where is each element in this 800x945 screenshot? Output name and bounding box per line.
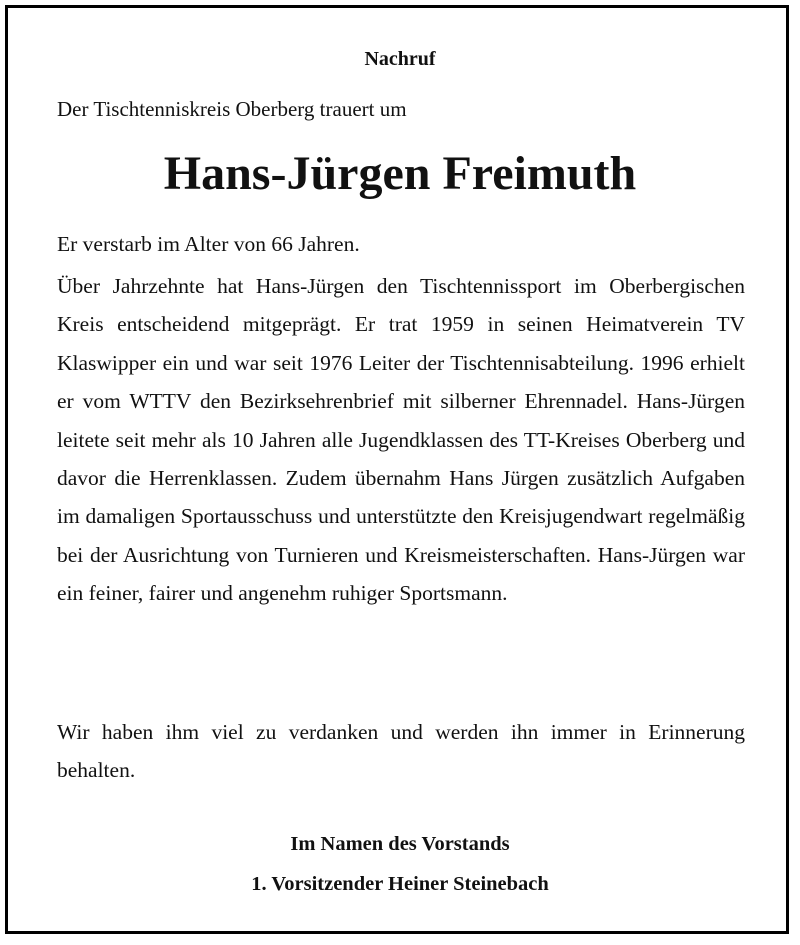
main-paragraph: Über Jahrzehnte hat Hans-Jürgen den Tischtennissport im Oberbergischen Kreis entscheidend mitgeprägt. Er trat 1959 in seinen Heimatverein TV Klaswipper ein und war seit 1976 Leiter der Tischtennisabteilung. 1996 erhielt er vom WTTV den Bezirksehrenbrief mit silberner Ehrennadel. Hans-Jürgen leitete seit mehr als 10 Jahren alle Jugendklassen des TT-Kreises Oberberg und davor die Herrenklassen. Zudem übernahm Hans Jürgen zusätzlich Aufgaben im damaligen Sportausschuss und unterstützte den Kreisjugendwart regelmäßig bei der Ausrichtung von Turnieren und Kreismeisterschaften. Hans-Jürgen war ein feiner, fairer und angenehm ruhiger Sportsmann. bbox=[57, 274, 745, 606]
closing-paragraph: Wir haben ihm viel zu verdanken und werden ihn immer in Erinnerung behalten. bbox=[57, 720, 745, 783]
signature-line-2: 1. Vorsitzender Heiner Steinebach bbox=[251, 873, 549, 895]
intro-line: Der Tischtenniskreis Oberberg trauert um bbox=[57, 97, 407, 121]
deceased-name: Hans-Jürgen Freimuth bbox=[163, 147, 637, 200]
notice-label: Nachruf bbox=[364, 48, 436, 70]
signature-line-1: Im Namen des Vorstands bbox=[290, 833, 510, 855]
age-line: Er verstarb im Alter von 66 Jahren. bbox=[57, 232, 360, 256]
